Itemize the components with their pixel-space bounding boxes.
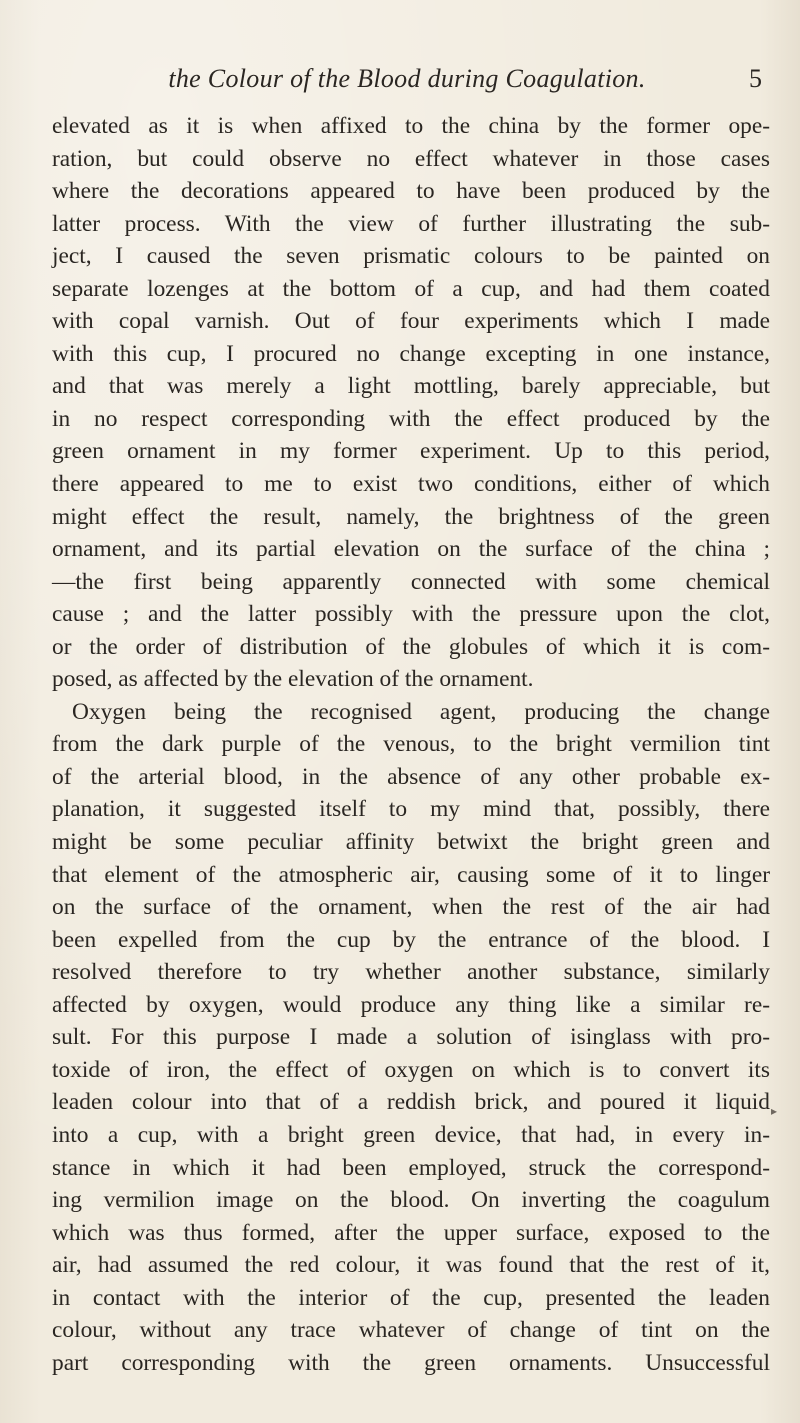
text-line: of the arterial blood, in the absence of any other probable ex-: [52, 763, 770, 790]
text-line: might effect the result, namely, the brightness of the green: [52, 503, 770, 530]
text-line: on the surface of the ornament, when the rest of the air had: [52, 894, 770, 921]
text-line: posed, as affected by the elevation of the ornament.: [52, 666, 534, 693]
text-line: in no respect corresponding with the effect produced by the: [52, 405, 770, 432]
text-line: where the decorations appeared to have been produced by the: [52, 178, 770, 205]
text-line: with copal varnish. Out of four experiments which I made: [52, 308, 770, 335]
text-line: air, had assumed the red colour, it was found that the rest of it,: [52, 1252, 770, 1279]
text-line: ing vermilion image on the blood. On inverting the coagulum: [52, 1187, 770, 1214]
text-line: that element of the atmospheric air, causing some of it to linger: [52, 861, 770, 888]
body-text: [52, 110, 770, 1379]
text-line: affected by oxygen, would produce any thing like a similar re-: [52, 991, 770, 1018]
text-line: latter process. With the view of further illustrating the sub-: [52, 210, 770, 237]
text-line: into a cup, with a bright green device, that had, in every in-: [52, 1121, 770, 1148]
text-line: in contact with the interior of the cup, presented the leaden: [52, 1284, 770, 1311]
text-line: elevated as it is when affixed to the china by the former ope-: [52, 113, 770, 139]
text-line: or the order of distribution of the globules of which it is com-: [52, 633, 770, 660]
text-line: toxide of iron, the effect of oxygen on which is to convert its: [52, 1056, 770, 1083]
text-line: ration, but could observe no effect whatever in those cases: [52, 145, 770, 172]
text-line: sult. For this purpose I made a solution of isinglass with pro-: [52, 1024, 770, 1051]
text-line: part corresponding with the green ornaments. Unsuccessful: [52, 1349, 770, 1376]
text-line: been expelled from the cup by the entrance of the blood. I: [52, 926, 770, 953]
text-line: might be some peculiar affinity betwixt the bright green and: [52, 829, 770, 856]
text-line: Oxygen being the recognised agent, producing the change: [72, 698, 770, 725]
text-line: colour, without any trace whatever of change of tint on the: [52, 1317, 770, 1344]
text-line: stance in which it had been employed, struck the correspond-: [52, 1154, 770, 1181]
running-title: the Colour of the Blood during Coagulation.: [168, 64, 646, 93]
text-line: green ornament in my former experiment. Up to this period,: [52, 438, 770, 465]
text-line: separate lozenges at the bottom of a cup, and had them coated: [52, 275, 770, 302]
text-line: resolved therefore to try whether another substance, similarly: [52, 959, 770, 986]
text-line: ornament, and its partial elevation on the surface of the china ;: [52, 536, 770, 563]
page-number: 5: [749, 64, 762, 93]
text-line: ject, I caused the seven prismatic colours to be painted on: [52, 243, 770, 270]
text-line: with this cup, I procured no change excepting in one instance,: [52, 340, 770, 367]
text-line: leaden colour into that of a reddish brick, and poured it liquid: [52, 1089, 770, 1116]
text-line: planation, it suggested itself to my mind that, possibly, there: [52, 796, 770, 823]
text-line: which was thus formed, after the upper surface, exposed to the: [52, 1219, 770, 1246]
text-line: —the first being apparently connected with some chemical: [52, 568, 770, 595]
margin-mark: ▸: [771, 1104, 778, 1118]
text-line: there appeared to me to exist two conditions, either of which: [52, 471, 770, 498]
text-line: and that was merely a light mottling, barely appreciable, but: [52, 373, 770, 400]
running-head: [52, 64, 762, 96]
text-line: cause ; and the latter possibly with the pressure upon the clot,: [52, 601, 770, 628]
text-line: from the dark purple of the venous, to the bright vermilion tint: [52, 731, 770, 758]
